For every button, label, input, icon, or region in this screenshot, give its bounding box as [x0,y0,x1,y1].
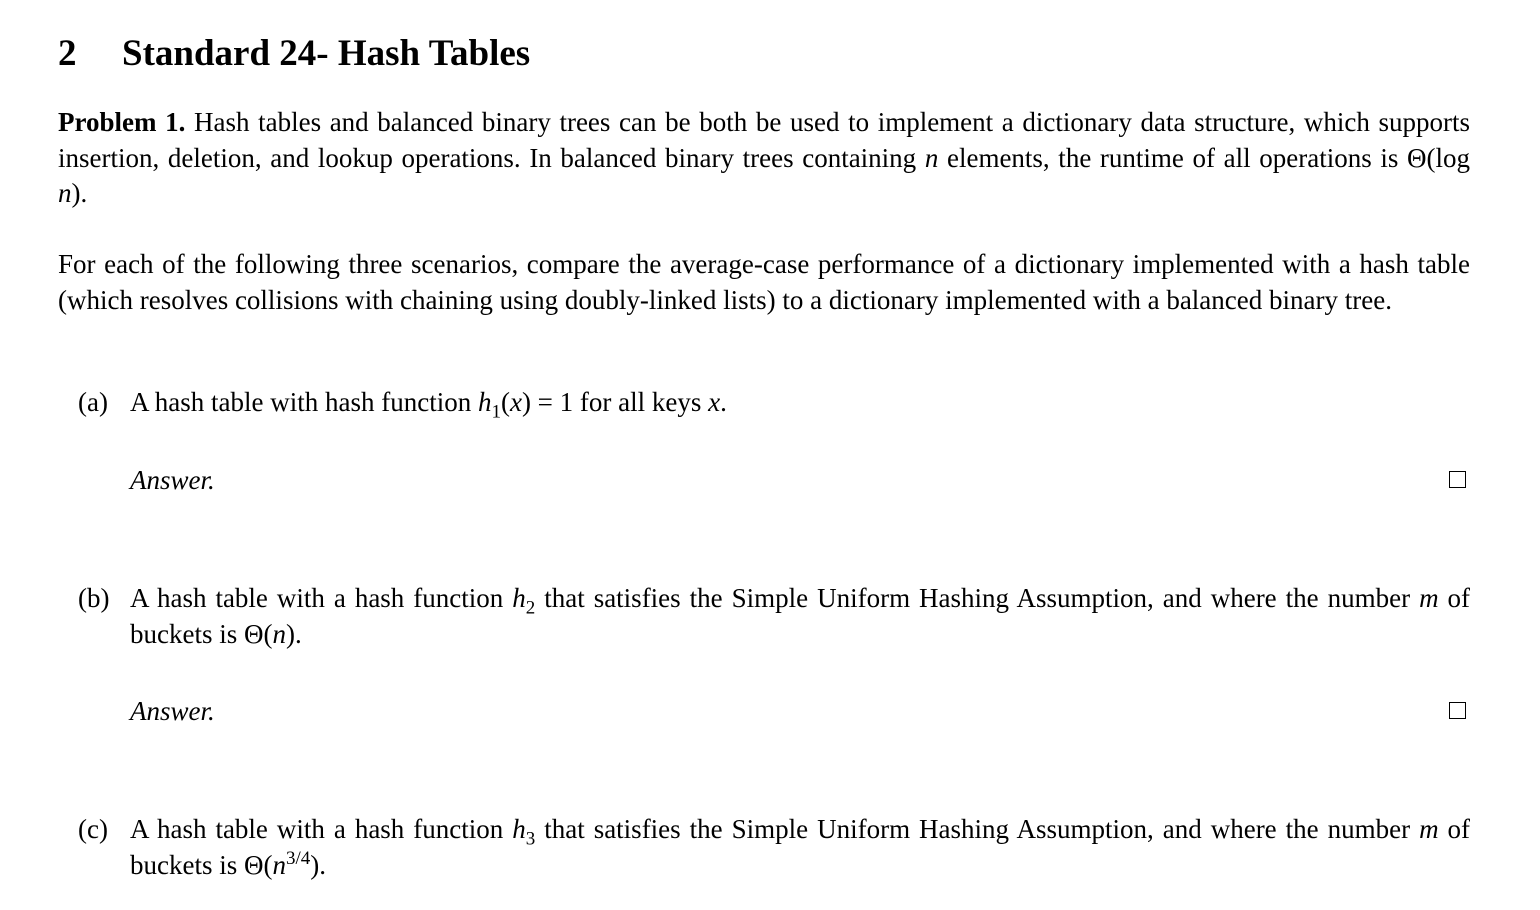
hash-function-subscript: 2 [525,597,536,619]
item-label: (b) [78,583,110,613]
problem-label: Problem 1. [58,107,186,137]
qed-box-icon [1449,702,1466,719]
section-heading [58,30,530,78]
var-m: m [1419,583,1439,613]
var-m: m [1419,814,1439,844]
var-n: n [58,178,72,208]
var-x: x [509,387,522,417]
var-n: n [272,618,286,649]
section-number: 2 [58,33,77,74]
problem-text: Hash tables and balanced binary trees can be both be used to implement a dictionary data structure, which supports insertion, deletion, and lookup operations. In balanced binary trees containing [58,107,1471,173]
problem-statement [58,105,1470,212]
section-title: Standard 24- Hash Tables [122,33,531,74]
problem-text-mid: elements, the runtime of all operations is Θ(log [946,142,1471,173]
item-text: A hash table with hash function $h_1(x) = 1$ for all keys x. [130,387,727,423]
var-n: n [924,142,939,173]
hash-function-symbol: h [512,814,526,844]
hash-function-symbol: h [477,387,492,417]
item-label: (a) [78,387,108,417]
var-n: n [272,849,286,880]
problem-text-end: ). [71,178,88,208]
hash-function-symbol: h [512,583,526,613]
hash-function-subscript: 1 [491,401,501,423]
hash-function-subscript: 3 [525,828,536,850]
item-label: (c) [78,814,108,844]
exponent: 3/4 [285,847,311,869]
var-x: x [708,387,721,417]
answer-label: Answer. [130,696,215,726]
item-text: A hash table with a hash function $h_2$ that satisfies the Simple Uniform Hashing Assumption, and where the number m of buckets is Θ(n). [130,583,1471,649]
instructions-paragraph: For each of the following three scenarios, compare the average-case performance of a dictionary implemented with a hash table (which resolves collisions with chaining using doubly-linked lists) to a dictionary implemented with a balanced binary tree. [58,249,1470,315]
item-text: A hash table with a hash function $h_3$ that satisfies the Simple Uniform Hashing Assumption, and where the number m of buckets is $\Theta(n^{3/4})$. [130,814,1471,880]
answer-label: Answer. [130,465,215,495]
qed-box-icon [1449,471,1466,488]
